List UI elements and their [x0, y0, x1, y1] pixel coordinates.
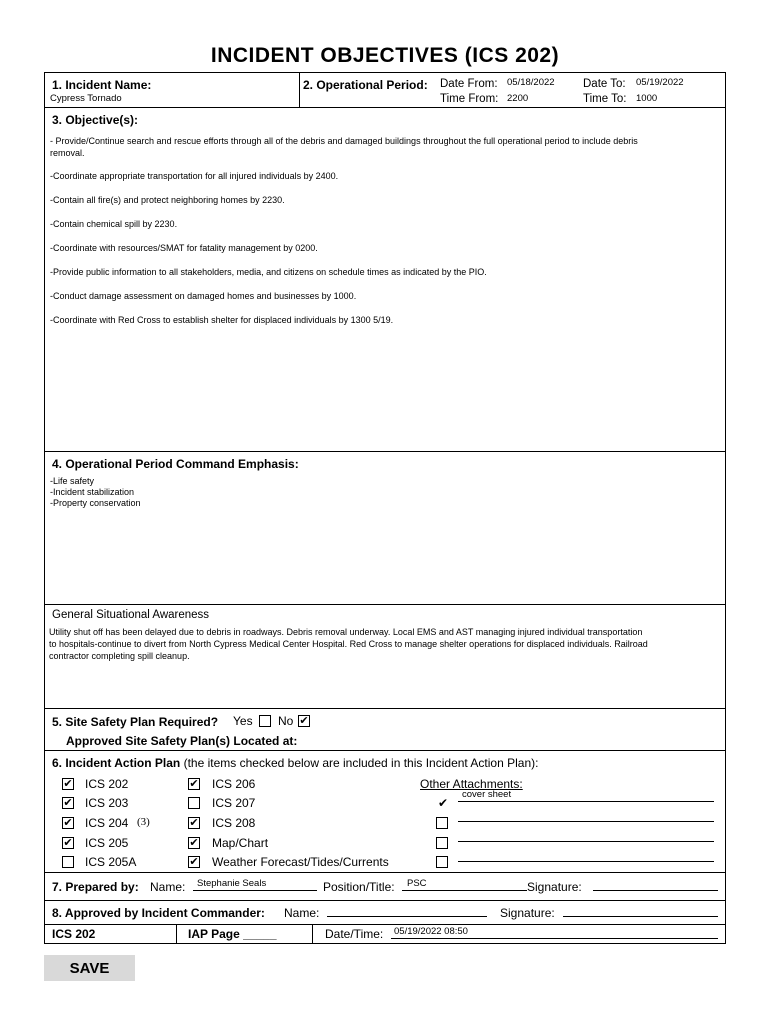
approved-name-field[interactable] [327, 904, 487, 917]
date-to-label: Date To: [583, 78, 626, 90]
approved-by-label: 8. Approved by Incident Commander: [52, 906, 265, 920]
approved-plan-label: Approved Site Safety Plan(s) Located at: [66, 734, 298, 748]
form-id: ICS 202 [52, 927, 96, 941]
footer-divider [312, 925, 313, 943]
yes-checkbox[interactable] [259, 715, 271, 727]
other-attachment-field[interactable] [458, 829, 714, 842]
other-attachment-checkbox[interactable] [436, 817, 448, 829]
ics-202-form [44, 72, 726, 944]
iap-page: IAP Page _____ [188, 927, 277, 941]
no-checkbox[interactable]: ✔ [299, 715, 309, 727]
objective-line: - Provide/Continue search and rescue efforts through all of the debris and damaged buildings throughout the full operational period to include debris [50, 136, 638, 146]
ics-207-checkbox[interactable] [188, 797, 200, 809]
objective-line: removal. [50, 148, 85, 158]
other-attachment-field[interactable] [458, 789, 714, 802]
objective-line: -Coordinate with resources/SMAT for fatality management by 0200. [50, 243, 318, 253]
time-from-label: Time From: [440, 93, 499, 105]
position-title-value: PSC [407, 878, 427, 889]
prepared-signature-label: Signature: [527, 880, 582, 894]
other-attachment-field[interactable] [458, 809, 714, 822]
situational-awareness-section [45, 605, 725, 709]
ics-205-checkbox[interactable]: ✔ [63, 837, 73, 849]
objective-line: -Conduct damage assessment on damaged homes and businesses by 1000. [50, 291, 357, 301]
ics-204-checkbox[interactable]: ✔ [63, 817, 73, 829]
other-attachment-checkbox[interactable] [436, 837, 448, 849]
command-emphasis-section [45, 452, 725, 605]
datetime-label: Date/Time: [325, 927, 384, 941]
emphasis-item: -Life safety [50, 476, 95, 486]
time-to-field[interactable]: 1000 [636, 93, 658, 104]
prepared-name-label: Name: [150, 880, 186, 894]
other-attachment-value: cover sheet [462, 789, 512, 800]
time-to-label: Time To: [583, 93, 627, 105]
ics-203-checkbox[interactable]: ✔ [63, 797, 73, 809]
other-attachment-field[interactable] [458, 849, 714, 862]
prepared-name-value: Stephanie Seals [197, 878, 267, 889]
ics-207-option: ICS 207 [212, 796, 256, 810]
other-attachment-checkbox[interactable] [436, 856, 448, 868]
incident-name-field[interactable]: Cypress Tornado [50, 93, 122, 104]
save-button[interactable]: SAVE [44, 955, 135, 981]
emphasis-item: -Property conservation [50, 498, 141, 508]
ics-205a-checkbox[interactable] [62, 856, 74, 868]
other-attachments-label: Other Attachments: [420, 777, 523, 791]
objectives-section [45, 108, 725, 452]
datetime-field[interactable] [391, 926, 718, 939]
footer-divider [176, 925, 177, 943]
ics-205-option: ICS 205 [85, 836, 129, 850]
date-to-field[interactable]: 05/19/2022 [636, 77, 684, 88]
ics-206-option: ICS 206 [212, 777, 256, 791]
objectives-label: 3. Objective(s): [52, 113, 139, 127]
approved-by-section [45, 901, 725, 925]
emphasis-item: -Incident stabilization [50, 487, 135, 497]
iap-label-suffix: (the items checked below are included in this Incident Action Plan): [183, 756, 539, 770]
objective-line: -Contain chemical spill by 2230. [50, 219, 178, 229]
objective-line: -Contain all fire(s) and protect neighboring homes by 2230. [50, 195, 285, 205]
iap-heading [52, 756, 538, 770]
ics-204-option: ICS 204 [85, 816, 129, 830]
weather-checkbox[interactable]: ✔ [189, 856, 199, 868]
awareness-line: Utility shut off has been delayed due to debris in roadways. Debris removal underway. Local EMS and AST managing injured individual transportation [49, 627, 643, 637]
ics-208-checkbox[interactable]: ✔ [189, 817, 199, 829]
objective-line: -Provide public information to all stakeholders, media, and citizens on schedule times as indicated by the PIO. [50, 267, 487, 277]
prepared-name-field[interactable] [193, 878, 317, 891]
position-title-label: Position/Title: [323, 880, 395, 894]
header-row [45, 73, 725, 108]
approved-name-label: Name: [284, 906, 320, 920]
ics-208-option: ICS 208 [212, 816, 256, 830]
form-footer [45, 925, 725, 943]
map-chart-checkbox[interactable]: ✔ [189, 837, 199, 849]
prepared-by-label: 7. Prepared by: [52, 880, 139, 894]
weather-option: Weather Forecast/Tides/Currents [212, 855, 389, 869]
ics-202-checkbox[interactable]: ✔ [63, 778, 73, 790]
iap-label: 6. Incident Action Plan [52, 756, 181, 770]
header-divider [299, 73, 300, 107]
ics-203-option: ICS 203 [85, 796, 129, 810]
datetime-value: 05/19/2022 08:50 [394, 926, 468, 937]
time-from-field[interactable]: 2200 [507, 93, 529, 104]
form-title: INCIDENT OBJECTIVES (ICS 202) [210, 44, 560, 67]
yes-label: Yes [233, 714, 253, 728]
other-attachment-check[interactable]: ✔ [438, 796, 449, 810]
ics-202-option: ICS 202 [85, 777, 129, 791]
approved-signature-field[interactable] [563, 904, 718, 917]
site-safety-section [45, 709, 725, 751]
operational-period-label: 2. Operational Period: [303, 78, 428, 92]
ics-205a-option: ICS 205A [85, 855, 137, 869]
command-emphasis-label: 4. Operational Period Command Emphasis: [52, 457, 299, 471]
approved-signature-label: Signature: [500, 906, 555, 920]
no-label: No [278, 714, 294, 728]
objective-line: -Coordinate with Red Cross to establish shelter for displaced individuals by 1300 5/19. [50, 315, 394, 325]
awareness-line: contractor completing spill cleanup. [49, 651, 190, 661]
site-safety-label: 5. Site Safety Plan Required? [52, 715, 219, 729]
awareness-line: to hospitals-continue to divert from North Cypress Medical Center Hospital. Red Cross to manage shelter operations for displaced individuals. Railroad [49, 639, 648, 649]
ics-206-checkbox[interactable]: ✔ [189, 778, 199, 790]
date-from-label: Date From: [440, 78, 498, 90]
date-from-field[interactable]: 05/18/2022 [507, 77, 555, 88]
map-chart-option: Map/Chart [212, 836, 269, 850]
prepared-signature-field[interactable] [593, 878, 718, 891]
ics-204-count: (3) [137, 816, 150, 828]
position-title-field[interactable] [402, 878, 527, 891]
prepared-by-section [45, 873, 725, 901]
objective-line: -Coordinate appropriate transportation for all injured individuals by 2400. [50, 171, 339, 181]
incident-action-plan-section [45, 751, 725, 873]
incident-name-label: 1. Incident Name: [52, 78, 152, 92]
situational-awareness-label: General Situational Awareness [52, 609, 210, 621]
